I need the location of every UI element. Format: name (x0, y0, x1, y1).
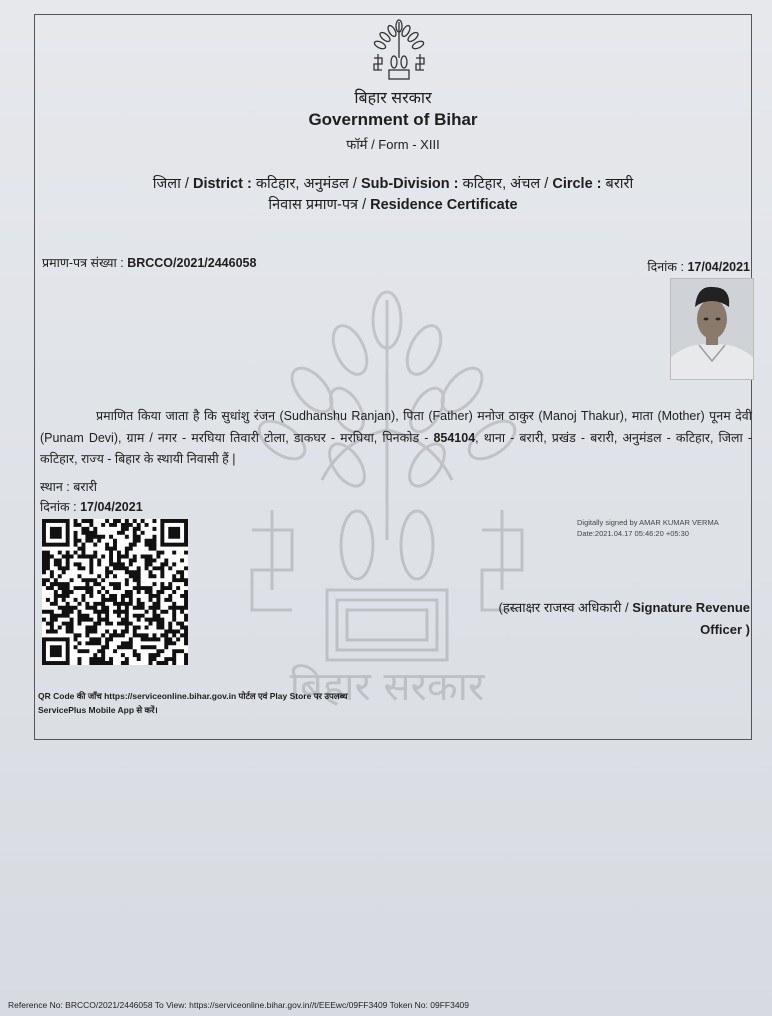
issue-date: दिनांक : 17/04/2021 (40, 500, 143, 514)
title-english: Government of Bihar (308, 110, 478, 129)
digital-signature: Digitally signed by AMAR KUMAR VERMA Date:2021.04.17 05:46:20 +05:30 (577, 518, 719, 538)
watermark-text: बिहार सरकार (289, 664, 485, 710)
applicant-photo (670, 278, 754, 380)
certificate-title: निवास प्रमाण-पत्र / Residence Certificate (268, 197, 518, 213)
certificate-number: प्रमाण-पत्र संख्या : BRCCO/2021/2446058 (42, 256, 257, 270)
signature-block: (हस्ताक्षर राजस्व अधिकारी / Signature Revenue Officer ) (498, 600, 750, 637)
watermark-emblem-icon (232, 280, 542, 720)
form-number: फॉर्म / Form - XIII (346, 137, 440, 152)
reference-footer: Reference No: BRCCO/2021/2446058 To View: https://serviceonline.bihar.gov.in//t/EEEwc/09FF3409 Token No: 09FF3409 (8, 1000, 469, 1010)
place: स्थान : बरारी (40, 480, 98, 494)
district-line: जिला / District : कटिहार, अनुमंडल / Sub-Division : कटिहार, अंचल / Circle : बरारी (152, 176, 634, 192)
certificate-date: दिनांक : 17/04/2021 (647, 260, 750, 274)
qr-code-icon (42, 519, 188, 665)
title-hindi: बिहार सरकार (354, 90, 432, 107)
bihar-emblem-icon (368, 18, 430, 80)
qr-verification-note: QR Code की जाँच https://serviceonline.bihar.gov.in पोर्टल एवं Play Store पर उपलब्ध ServicePlus Mobile App से करें। (38, 691, 348, 715)
certificate-body: प्रमाणित किया जाता है कि सुधांशु रंजन (Sudhanshu Ranjan), पिता (Father) मनोज ठाकुर (Manoj Thakur), माता (Mother) पूनम देवी (Punam Devi), ग्राम / नगर - मरघिया तिवारी टोला, डाकघर - मरघिया, पिनकोड - 854104, थाना - बरारी, प्रखंड - बरारी, अनुमंडल - कटिहार, जिला - कटिहार, राज्य - बिहार के स्थायी निवासी हैं | (40, 409, 752, 466)
